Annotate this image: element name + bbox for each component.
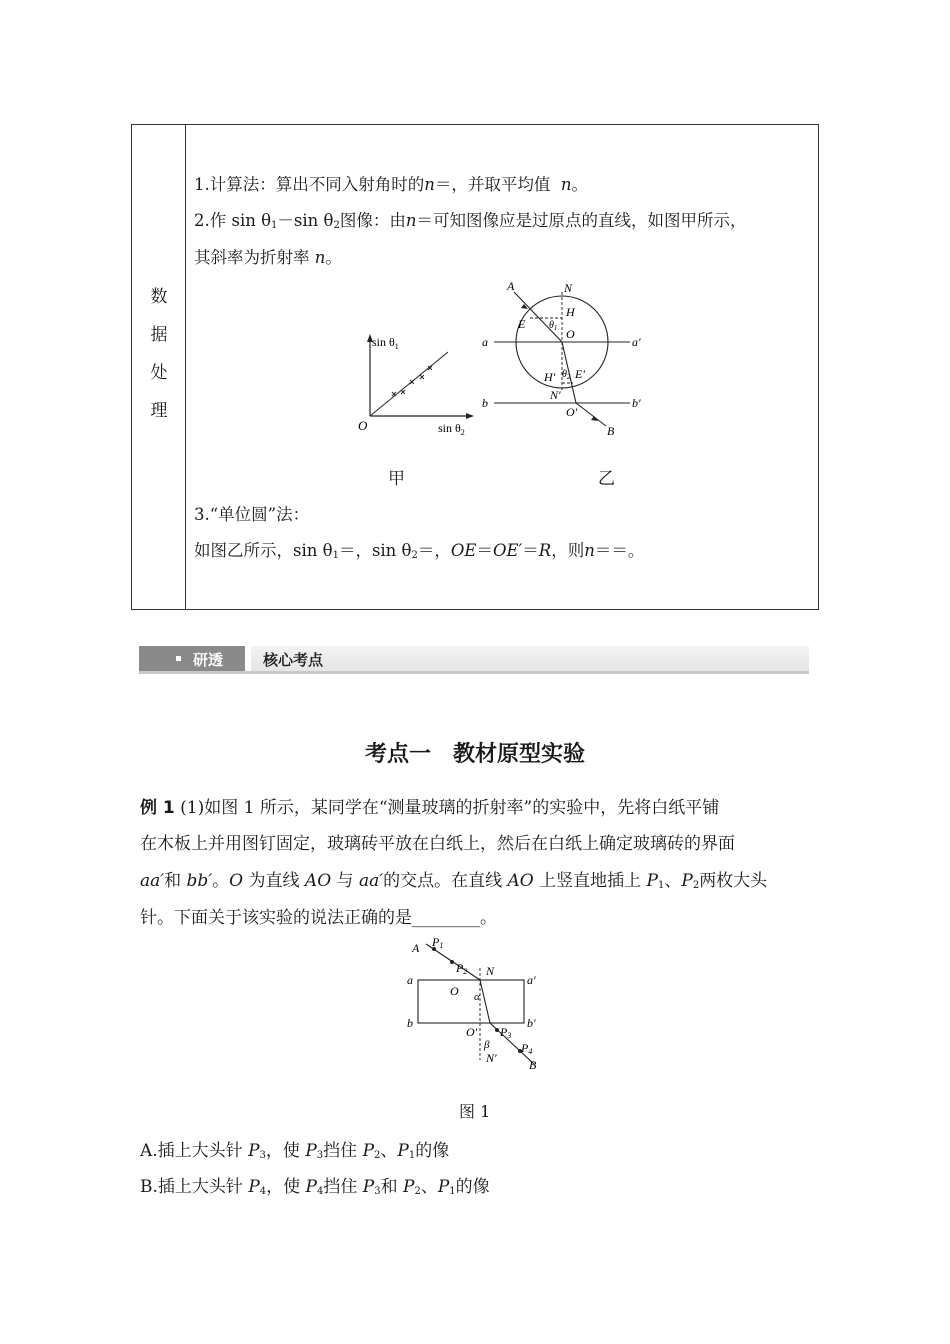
side-label [150, 278, 168, 430]
label-alpha: α [474, 991, 480, 1003]
label-N: N [564, 281, 573, 295]
graph-yi [478, 280, 648, 440]
label-O-prime: O′ [566, 405, 578, 419]
side-char: 数 [150, 287, 168, 307]
exit-ray [576, 403, 606, 426]
origin-label: O [358, 418, 368, 433]
x-axis-arrow [466, 413, 474, 419]
fit-line [370, 352, 448, 416]
label-b: b [482, 396, 488, 410]
refracted-ray [480, 980, 490, 1023]
side-char: 据 [150, 325, 168, 345]
label-a-prime: a′ [527, 973, 536, 987]
pin-P3 [495, 1028, 499, 1032]
banner-tag: 研透 [193, 651, 224, 669]
label-E: E [518, 317, 526, 331]
label-P2: P2 [456, 961, 468, 976]
figure-1 [402, 938, 552, 1078]
label-N: N [486, 964, 495, 978]
example-line-3: aa′和 bb′。O 为直线 AO 与 aa′的交点。在直线 AO 上竖直地插上 $P_1$、$P_2$两枚大头 [140, 871, 768, 891]
label-b-prime: b′ [632, 396, 641, 410]
caption-jia: 甲 [388, 469, 405, 489]
method-3-line: 3.“单位圆”法： [194, 505, 310, 524]
label-P3: P3 [500, 1025, 512, 1040]
banner-gap [245, 646, 251, 671]
example-line-4: 针。下面关于该实验的说法正确的是________。 [140, 908, 497, 928]
label-theta2: $\theta_2$ [562, 369, 571, 381]
table-divider [185, 125, 186, 609]
label-a: a [407, 973, 413, 987]
label-beta: β [484, 1039, 490, 1051]
x-axis-label: $\sin \theta_2$ [438, 421, 465, 437]
caption-yi: 乙 [598, 469, 615, 489]
graph-jia [350, 330, 490, 442]
label-N-prime: N′ [550, 388, 561, 402]
label-O: O [566, 327, 575, 341]
label-b-prime: b′ [527, 1016, 536, 1030]
label-E-prime: E′ [575, 367, 585, 381]
example-line-2: 在木板上并用图钉固定，玻璃砖平放在白纸上，然后在白纸上确定玻璃砖的界面 [140, 834, 735, 854]
pin-P2 [450, 960, 454, 964]
y-axis-label: $\sin \theta_1$ [372, 335, 399, 351]
label-A: A [507, 280, 515, 293]
bullet-icon [176, 656, 181, 661]
method-2-line-cont: 其斜率为折射率 n。 [194, 248, 342, 267]
method-2-line: 2.作 $\sin \theta_1-\sin$ $\theta_2$图像：由n＝可知图像应是过原点的直线，如图甲所示， [194, 211, 747, 231]
label-O-prime: O′ [466, 1025, 478, 1039]
label-b: b [407, 1016, 413, 1030]
glass-block [418, 980, 524, 1023]
label-N-prime: N′ [486, 1051, 497, 1065]
method-1-line: 1.计算法：算出不同入射角时的n＝，并取平均值 n。 [194, 175, 589, 194]
figure-caption: 图 1 [459, 1102, 491, 1121]
label-A: A [412, 941, 420, 955]
example-line-1: 例 1 (1)如图 1 所示，某同学在“测量玻璃的折射率”的实验中，先将白纸平铺 [140, 798, 720, 818]
label-O: O [450, 984, 459, 998]
method-3-formula: 如图乙所示，$\sin \theta_1=$，$\sin \theta_2=$，OE＝OE′＝R，则n＝＝。 [194, 541, 645, 561]
label-H-prime: H′ [544, 370, 556, 384]
label-a: a [482, 335, 488, 349]
banner-tag-bg [139, 646, 245, 671]
label-P1: P1 [432, 938, 444, 950]
option-B: B.插上大头针 $P_4$，使 $P_4$挡住 $P_3$和 $P_2$、$P_1$的像 [140, 1177, 490, 1197]
section-heading: 考点一 教材原型实验 [364, 742, 585, 767]
label-theta1: $\theta_1$ [549, 320, 558, 332]
banner-title: 核心考点 [263, 651, 324, 669]
label-B: B [529, 1058, 537, 1072]
label-a-prime: a′ [632, 335, 641, 349]
label-H: H [566, 305, 575, 319]
option-A: A.插上大头针 $P_3$，使 $P_3$挡住 $P_2$、$P_1$的像 [140, 1141, 450, 1161]
label-B: B [607, 424, 615, 438]
label-P4: P4 [521, 1041, 533, 1056]
section-banner [139, 646, 809, 674]
side-char: 处 [150, 363, 168, 383]
side-char: 理 [150, 401, 168, 421]
